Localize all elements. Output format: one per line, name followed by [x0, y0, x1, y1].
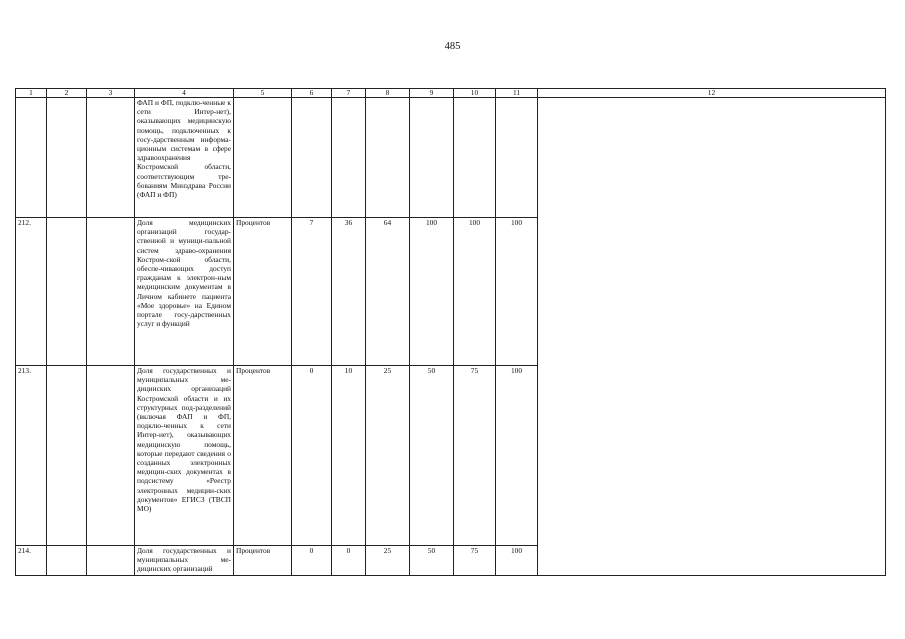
value-col-11: 100	[496, 366, 538, 546]
value-col-8: 64	[366, 218, 410, 366]
cell-col-2	[47, 218, 87, 366]
row-number: 214.	[16, 546, 47, 576]
indicators-table	[15, 88, 886, 576]
value-col-9: 50	[410, 366, 454, 546]
col-header-12: 12	[538, 89, 886, 98]
col-header-11: 11	[496, 89, 538, 98]
header-row	[16, 89, 886, 98]
unit-cell: Процентов	[234, 366, 292, 546]
value-col-10: 75	[454, 546, 496, 576]
unit-cell: Процентов	[234, 218, 292, 366]
value-col-8	[366, 98, 410, 218]
value-col-7: 10	[332, 366, 366, 546]
cell-col-2	[47, 546, 87, 576]
indicator-description: Доля государственных и муниципальных ме-дицинских организаций	[135, 546, 234, 576]
row-number: 212.	[16, 218, 47, 366]
cell-col-3	[87, 366, 135, 546]
value-col-9	[410, 98, 454, 218]
value-col-8: 25	[366, 366, 410, 546]
unit-cell: Процентов	[234, 546, 292, 576]
value-col-8: 25	[366, 546, 410, 576]
value-col-7: 0	[332, 546, 366, 576]
value-col-11: 100	[496, 546, 538, 576]
value-col-9: 100	[410, 218, 454, 366]
value-col-10: 100	[454, 218, 496, 366]
row-number: 213.	[16, 366, 47, 546]
value-col-7: 36	[332, 218, 366, 366]
col-header-8: 8	[366, 89, 410, 98]
col-header-9: 9	[410, 89, 454, 98]
value-col-6: 0	[292, 546, 332, 576]
unit-cell	[234, 98, 292, 218]
col-header-4: 4	[135, 89, 234, 98]
cell-col-3	[87, 218, 135, 366]
value-col-10	[454, 98, 496, 218]
value-col-6	[292, 98, 332, 218]
cell-col-12	[538, 98, 886, 576]
value-col-9: 50	[410, 546, 454, 576]
value-col-10: 75	[454, 366, 496, 546]
cell-col-2	[47, 98, 87, 218]
col-header-3: 3	[87, 89, 135, 98]
value-col-11	[496, 98, 538, 218]
col-header-5: 5	[234, 89, 292, 98]
col-header-10: 10	[454, 89, 496, 98]
col-header-7: 7	[332, 89, 366, 98]
value-col-7	[332, 98, 366, 218]
indicator-description: Доля медицинских организаций государ-ственной и муници-пальной систем здраво-охранения Костром-ской области, обеспе-чивающих доступ гражданам к электрон-ным медицинским документам в Личном кабинете пациента «Мое здоровье» на Едином портале госу-дарственных услуг и функций	[135, 218, 234, 366]
value-col-6: 0	[292, 366, 332, 546]
table-row	[16, 98, 886, 218]
row-number	[16, 98, 47, 218]
cell-col-2	[47, 366, 87, 546]
col-header-1: 1	[16, 89, 47, 98]
cell-col-3	[87, 546, 135, 576]
col-header-6: 6	[292, 89, 332, 98]
page-number: 485	[444, 41, 461, 52]
cell-col-3	[87, 98, 135, 218]
indicator-description: ФАП и ФП, подклю-ченные к сети Интер-нет), оказывающих медицинскую помощь, подключенных к госу-дарственным информа-ционным системам в сфере здравоохранения Костромской области, соответствующим тре-бованиям Минздрава России (ФАП и ФП)	[135, 98, 234, 218]
value-col-11: 100	[496, 218, 538, 366]
value-col-6: 7	[292, 218, 332, 366]
col-header-2: 2	[47, 89, 87, 98]
indicator-description: Доля государственных и муниципальных ме-дицинских организаций Костромской области и их структурных под-разделений (включая ФАП и ФП, подклю-ченных к сети Интер-нет), оказывающих медицинскую помощь, которые передают сведения о созданных электронных медицин-ских документах в подсистему «Реестр электронных медицин-ских документов» ЕГИСЗ (ТВСП МО)	[135, 366, 234, 546]
